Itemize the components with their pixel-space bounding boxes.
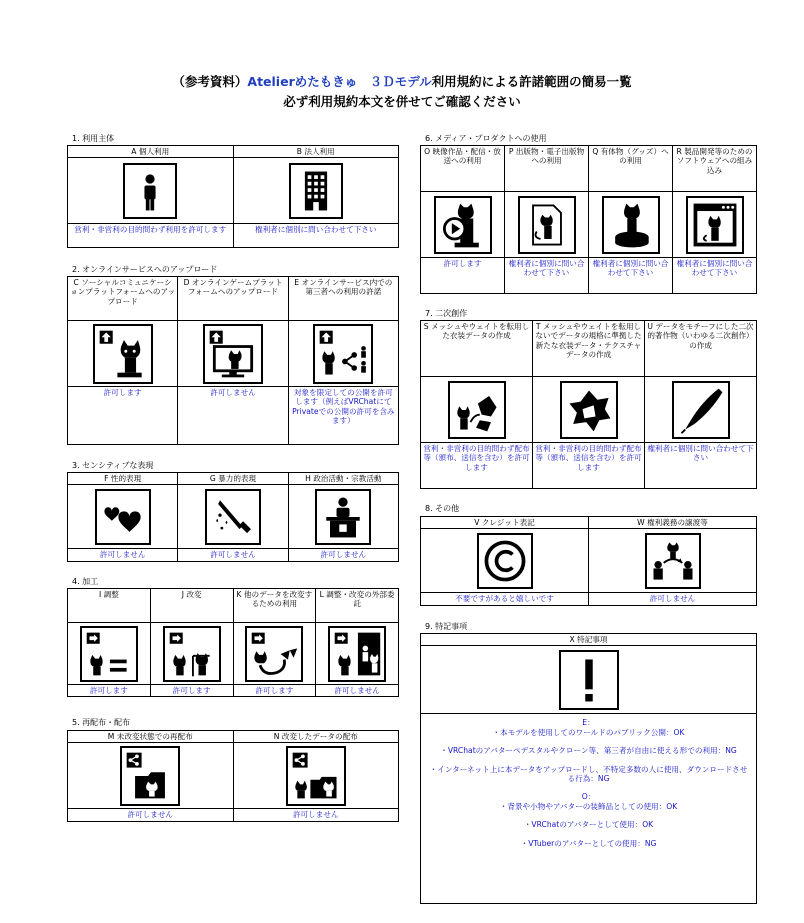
item-header-O: O 映像作品・配信・放送への利用 — [421, 146, 505, 192]
item-icon-cell-O — [421, 192, 505, 258]
section-title-7: 7. 二次創作 — [425, 309, 468, 318]
item-result-S: 営利・非営利の目的問わず配布等（頒布、送信を含む）を許可します — [421, 443, 533, 489]
section-title-6: 6. メディア・プロダクトへの使用 — [425, 134, 547, 143]
outsource-icon — [328, 626, 386, 682]
section-table-3 — [67, 472, 399, 562]
item-result-F: 許可しません — [68, 549, 178, 561]
item-result-L: 許可しません — [316, 685, 399, 697]
share-to-others-icon — [313, 324, 373, 384]
section-table-2 — [67, 276, 399, 445]
item-result-U: 権利者に個別に問い合わせて下さい — [645, 443, 757, 489]
note-item: ・背景や小物やアバターの装飾品としての使用：OK — [499, 801, 678, 811]
item-icon-cell-M — [68, 743, 234, 809]
item-header-J: J 改変 — [150, 589, 233, 623]
publication-icon — [518, 196, 576, 254]
item-header-V: V クレジット表記 — [421, 517, 589, 529]
title-suffix: 利用規約による許諾範囲の簡易一覧 — [431, 74, 632, 89]
item-header-E: E オンラインサービス内での第三者への利用の許諾 — [288, 277, 398, 321]
item-icon-cell-T — [533, 377, 645, 443]
item-result-J: 許可します — [150, 685, 233, 697]
item-icon-cell-L — [316, 623, 399, 685]
section-title-9: 9. 特記事項 — [425, 622, 468, 631]
title-brand: Atelierめたもきゅ ３Ｄモデル — [247, 74, 432, 89]
item-icon-cell-B — [233, 158, 399, 224]
item-header-R: R 製品開発等のためのソフトウェアへの組み込み — [673, 146, 757, 192]
item-header-B: B 法人利用 — [233, 146, 399, 158]
item-icon-cell-S — [421, 377, 533, 443]
item-header-G: G 暴力的表現 — [178, 473, 288, 485]
item-icon-cell-N — [233, 743, 399, 809]
item-result-T: 営利・非営利の目的問わず配布等（頒布、送信を含む）を許可します — [533, 443, 645, 489]
costume-mesh-icon — [448, 381, 506, 439]
item-result-W: 許可しません — [589, 593, 757, 605]
note-item: ・インターネット上に本データをアップロードし、不特定多数の人に使用、ダウンロードさせる行為：NG — [429, 764, 748, 784]
item-header-L: L 調整・改変の外部委託 — [316, 589, 399, 623]
item-icon-cell-V — [421, 529, 589, 593]
page-title — [0, 72, 804, 90]
item-header-S: S メッシュやウェイトを転用した衣装データの作成 — [421, 321, 533, 377]
item-icon-cell-U — [645, 377, 757, 443]
item-result-K: 許可します — [233, 685, 316, 697]
copyright-icon — [477, 533, 533, 589]
item-icon-cell-C — [68, 321, 178, 387]
item-result-O: 許可します — [421, 258, 505, 294]
item-header-Q: Q 有体物（グッズ）への利用 — [589, 146, 673, 192]
note-item: ・VRChatのアバターペデスタルやクローン等、第三者が自由に使える形での利用：NG — [440, 746, 737, 756]
item-icon-cell-P — [505, 192, 589, 258]
item-icon-cell-J — [150, 623, 233, 685]
page-subtitle: 必ず利用規約本文を併せてご確認ください — [283, 94, 521, 109]
section-table-9 — [420, 633, 757, 904]
item-result-C: 許可します — [68, 387, 178, 445]
item-result-E: 対象を限定しての公開を許可します（例えばVRChatにてPrivateでの公開の許可を含みます） — [288, 387, 398, 445]
item-header-W: W 権利義務の譲渡等 — [589, 517, 757, 529]
section-title-4: 4. 加工 — [72, 577, 99, 586]
item-icon-cell-G — [178, 485, 288, 549]
building-icon — [289, 163, 343, 219]
item-result-P: 権利者に個別に問い合わせて下さい — [505, 258, 589, 294]
item-icon-cell-R — [673, 192, 757, 258]
item-header-U: U データをモチーフにした二次的著作物（いわゆる二次創作）の作成 — [645, 321, 757, 377]
item-icon-cell-F — [68, 485, 178, 549]
adjust-icon — [80, 626, 138, 682]
item-header-N: N 改変したデータの配布 — [233, 731, 399, 743]
section-table-7 — [420, 320, 757, 489]
note-item: ・本モデルを使用してのワールドのパブリック公開：OK — [492, 727, 685, 737]
item-result-I: 許可します — [68, 685, 151, 697]
item-icon-cell-D — [178, 321, 288, 387]
item-header-C: C ソーシャルコミュニケーションプラットフォームへのアップロード — [68, 277, 178, 321]
section-table-8 — [420, 516, 757, 606]
podium-icon — [315, 489, 371, 545]
item-header-H: H 政治活動・宗教活動 — [288, 473, 398, 485]
item-result-D: 許可しません — [178, 387, 288, 445]
special-notes — [421, 714, 757, 904]
section-title-8: 8. その他 — [425, 504, 460, 513]
upload-game-icon — [203, 324, 263, 384]
redistribute-icon — [120, 746, 180, 806]
item-header-M: M 未改変状態での再配布 — [68, 731, 234, 743]
section-table-5 — [67, 730, 399, 822]
section-title-3: 3. センシティブな表現 — [72, 461, 154, 470]
item-icon-cell-W — [589, 529, 757, 593]
note-label-O: O： — [581, 792, 596, 802]
exclamation-icon — [559, 650, 619, 710]
item-icon-cell-Q — [589, 192, 673, 258]
section-table-4 — [67, 588, 399, 697]
item-result-R: 権利者に個別に問い合わせて下さい — [673, 258, 757, 294]
item-icon-cell-K — [233, 623, 316, 685]
item-header-K: K 他のデータを改変するための利用 — [233, 589, 316, 623]
section-title-2: 2. オンラインサービスへのアップロード — [72, 265, 218, 274]
note-item: ・VRChatのアバターとして使用：OK — [523, 820, 654, 830]
item-result-N: 許可しません — [233, 809, 399, 821]
title-prefix: （参考資料） — [172, 74, 248, 89]
item-header-A: A 個人利用 — [68, 146, 234, 158]
item-header-I: I 調整 — [68, 589, 151, 623]
modify-icon — [163, 626, 221, 682]
hearts-icon — [95, 489, 151, 545]
note-item: ・VTuberのアバターとしての使用：NG — [520, 838, 657, 848]
item-result-B: 権利者に個別に問い合わせて下さい — [233, 224, 399, 248]
item-header-F: F 性的表現 — [68, 473, 178, 485]
video-icon — [434, 196, 492, 254]
item-icon-cell-A — [68, 158, 234, 224]
modify-other-data-icon — [245, 626, 303, 682]
costume-new-icon — [560, 381, 618, 439]
distribute-modified-icon — [286, 746, 346, 806]
item-header-P: P 出版物・電子出版物への利用 — [505, 146, 589, 192]
software-icon — [686, 196, 744, 254]
item-icon-cell-I — [68, 623, 151, 685]
item-result-V: 不要ですがあると嬉しいです — [421, 593, 589, 605]
section-title-1: 1. 利用主体 — [72, 134, 115, 143]
item-result-H: 許可しません — [288, 549, 398, 561]
item-icon-cell-H — [288, 485, 398, 549]
upload-avatar-icon — [93, 324, 153, 384]
item-header-X: X 特記事項 — [421, 634, 757, 646]
item-result-A: 営利・非営利の目的問わず利用を許可します — [68, 224, 234, 248]
transfer-icon — [645, 533, 701, 589]
goods-icon — [602, 196, 660, 254]
item-icon-cell-E — [288, 321, 398, 387]
section-table-6 — [420, 145, 757, 294]
item-header-D: D オンラインゲームプラットフォームへのアップロード — [178, 277, 288, 321]
note-label-E: E： — [582, 718, 595, 728]
item-header-T: T メッシュやウェイトを転用しないでデータの規格に準拠した新たな衣装データ・テクスチャデータの作成 — [533, 321, 645, 377]
item-result-G: 許可しません — [178, 549, 288, 561]
pen-icon — [672, 381, 730, 439]
section-table-1 — [67, 145, 399, 248]
bloody-knife-icon — [205, 489, 261, 545]
item-icon-cell-X — [421, 646, 757, 714]
item-result-Q: 権利者に個別に問い合わせて下さい — [589, 258, 673, 294]
item-result-M: 許可しません — [68, 809, 234, 821]
person-icon — [123, 163, 177, 219]
section-title-5: 5. 再配布・配布 — [72, 718, 131, 727]
